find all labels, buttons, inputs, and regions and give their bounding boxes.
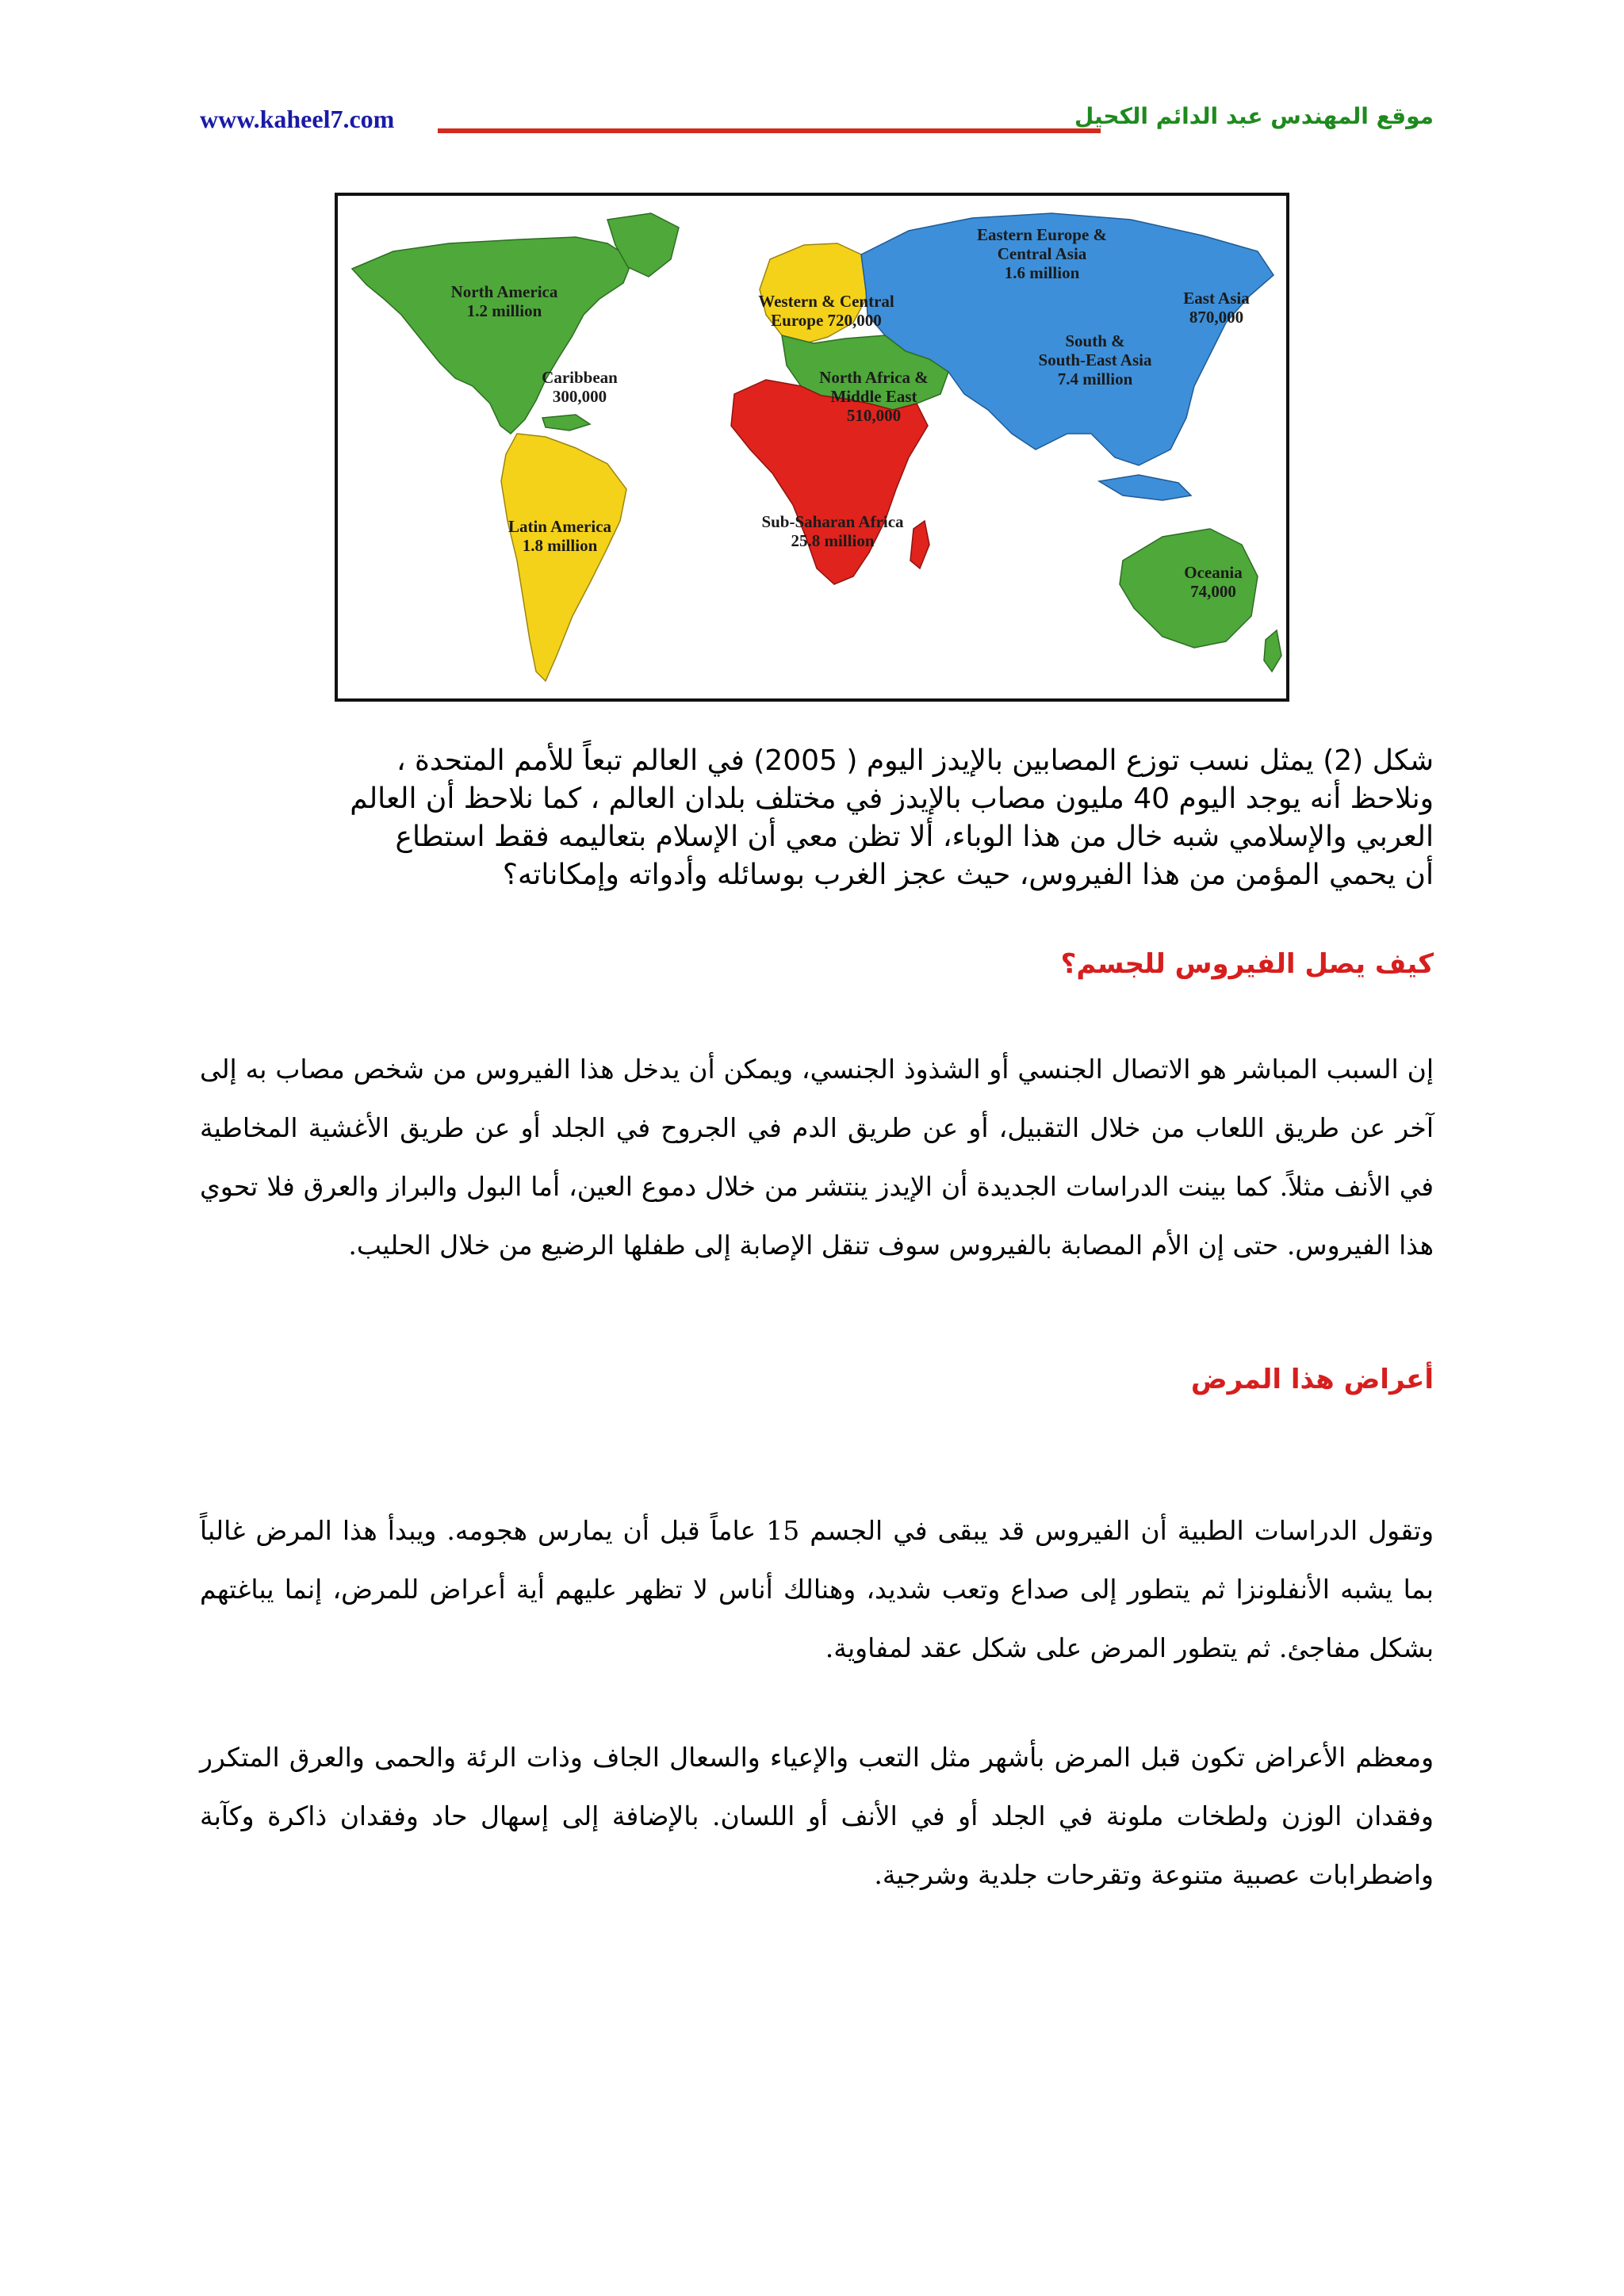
label-eastern-europe-line1: Eastern Europe & xyxy=(976,225,1108,244)
label-sub-saharan-value: 25.8 million xyxy=(791,531,875,550)
label-north-africa-line2: Middle East xyxy=(830,387,917,406)
section-heading-symptoms: أعراض هذا المرض xyxy=(1190,1364,1434,1395)
label-caribbean-name: Caribbean xyxy=(542,368,618,387)
caption-line: العربي والإسلامي شبه خال من هذا الوباء، ألا تظن معي أن الإسلام بتعاليمه فقط استطاع xyxy=(395,821,1434,853)
caption-line: ونلاحظ أنه يوجد اليوم 40 مليون مصاب بالإيدز في مختلف بلدان العالم ، كما نلاحظ أن العالم xyxy=(350,783,1434,815)
page-header xyxy=(200,101,1434,146)
caption-line: أن يحمي المؤمن من هذا الفيروس، حيث عجز الغرب بوسائله وأدواته وإمكاناته؟ xyxy=(502,859,1434,891)
site-name: موقع المهندس عبد الدائم الكحيل xyxy=(1074,103,1434,129)
section-paragraph-symptoms-1: وتقول الدراسات الطبية أن الفيروس قد يبقى في الجسم 15 عاماً قبل أن يمارس هجومه. ويبدأ هذا المرض غالباً بما يشبه الأنفلونزا ثم يتطور إلى صداع وتعب شديد، وهنالك أناس لا تظهر عليهم أية أعراض للمرض، إنما يباغتهم بشكل مفاجئ. ثم يتطور المرض على شكل عقد لمفاوية. xyxy=(200,1515,1434,1663)
label-south-asia-line1: South & xyxy=(1065,331,1125,350)
section-heading-transmission: كيف يصل الفيروس للجسم؟ xyxy=(1060,948,1434,980)
label-east-asia-name: East Asia xyxy=(1183,289,1250,308)
header-divider xyxy=(438,128,1101,133)
label-oceania-value: 74,000 xyxy=(1190,582,1236,601)
section-paragraph-transmission: إن السبب المباشر هو الاتصال الجنسي أو الشذوذ الجنسي، ويمكن أن يدخل هذا الفيروس من شخص مصاب به إلى آخر عن طريق اللعاب من خلال التقبيل، أو عن طريق الدم في الجروح في الجلد أو عن طريق الأغشية المخاطية في الأنف مثلاً. كما بينت الدراسات الجديدة أن الإيدز ينتشر من خلال دموع العين، أما البول والبراز والعرق فلا تحوي هذا الفيروس. حتى إن الأم المصابة بالفيروس سوف تنقل الإصابة إلى طفلها الرضيع من خلال الحليب. xyxy=(200,1054,1434,1261)
site-url-link[interactable]: www.kaheel7.com xyxy=(200,105,395,133)
label-north-america-value: 1.2 million xyxy=(466,301,542,320)
label-sub-saharan-name: Sub-Saharan Africa xyxy=(761,512,904,531)
section-paragraph-symptoms-2: ومعظم الأعراض تكون قبل المرض بأشهر مثل التعب والإعياء والسعال الجاف وذات الرئة والحمى والعرق المتكرر وفقدان الوزن ولطخات ملونة في الجلد أو في الأنف أو اللسان. بالإضافة إلى إسهال حاد وفقدان ذاكرة وكآبة واضطرابات عصبية متنوعة وتقرحات جلدية وشرجية. xyxy=(200,1742,1434,1890)
world-map xyxy=(338,196,1286,698)
label-eastern-europe-line2: Central Asia xyxy=(997,244,1087,263)
label-western-europe-line2: Europe 720,000 xyxy=(771,311,882,330)
label-western-europe-line1: Western & Central xyxy=(758,292,894,311)
aids-world-map-figure xyxy=(335,193,1289,702)
label-south-asia-value: 7.4 million xyxy=(1057,369,1133,388)
label-latin-america-value: 1.8 million xyxy=(522,536,598,555)
label-oceania-name: Oceania xyxy=(1184,563,1243,582)
label-north-africa-value: 510,000 xyxy=(846,406,902,425)
label-north-america-name: North America xyxy=(450,282,558,301)
label-south-asia-line2: South-East Asia xyxy=(1038,350,1152,369)
caption-line: شكل (2) يمثل نسب توزع المصابين بالإيدز اليوم ( 2005) في العالم تبعاً للأمم المتحدة ، xyxy=(396,744,1434,777)
label-latin-america-name: Latin America xyxy=(508,517,612,536)
label-east-asia-value: 870,000 xyxy=(1189,308,1244,327)
figure-caption xyxy=(184,742,1434,894)
label-north-africa-line1: North Africa & xyxy=(819,368,929,387)
label-caribbean-value: 300,000 xyxy=(552,387,607,406)
label-eastern-europe-value: 1.6 million xyxy=(1004,263,1080,282)
